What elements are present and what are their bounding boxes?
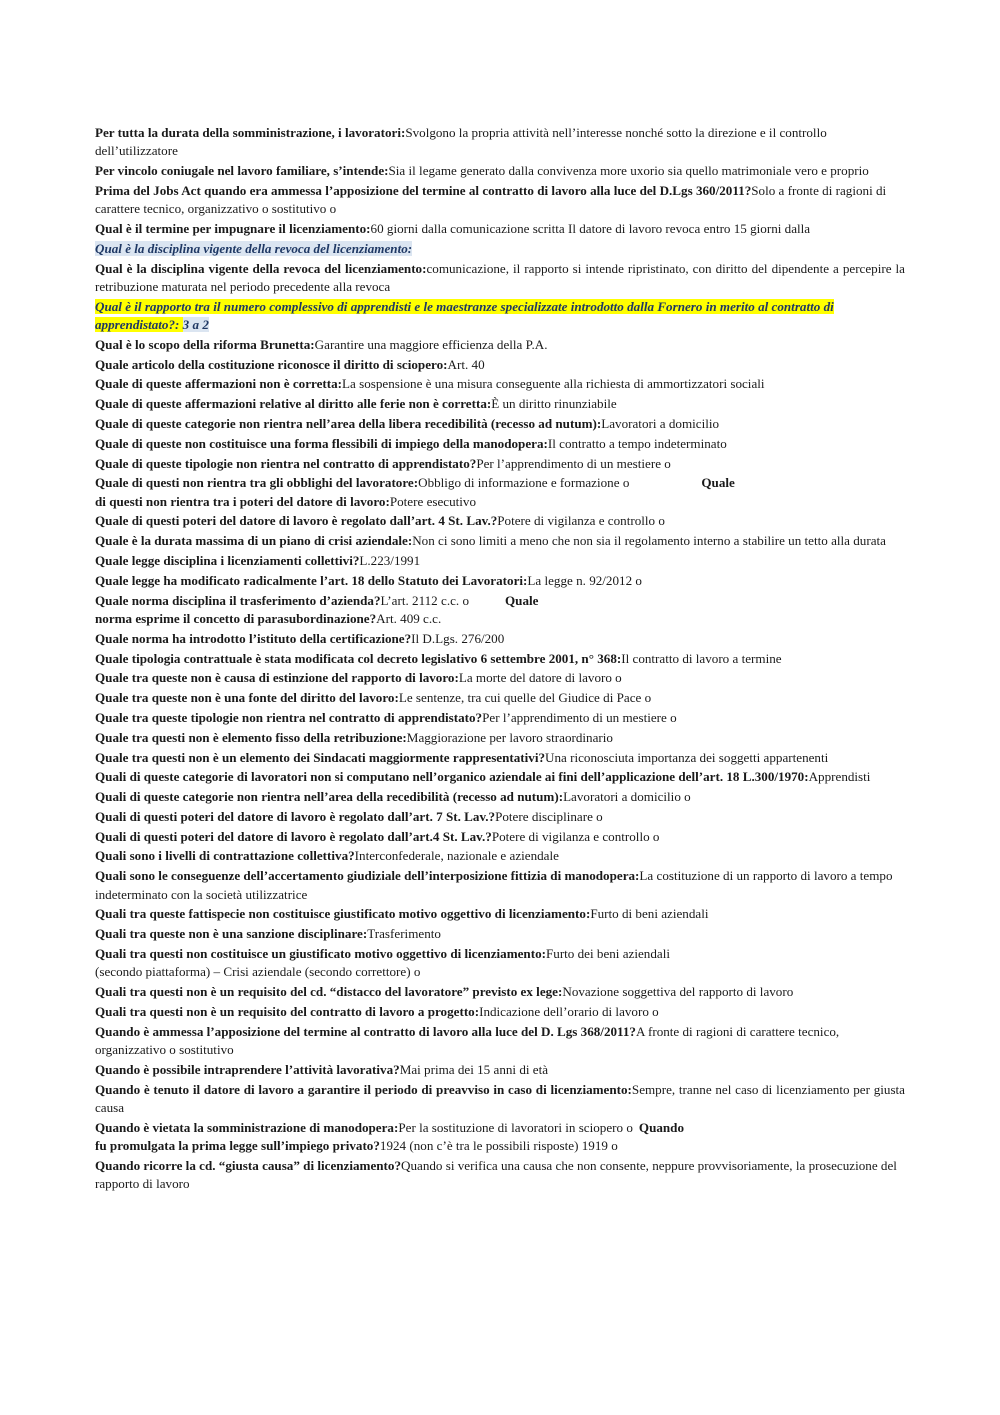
entry-revoca-highlight: Qual è la disciplina vigente della revoca del licenziamento: (95, 240, 413, 256)
entry-somministrazione: Per tutta la durata della somministrazione, i lavoratori:Svolgono la propria attività nell’interesse nonché sotto la direzione e il controllo dell’utilizzatore (95, 125, 827, 159)
entry-organico: Quali di queste categorie di lavoratori non si computano nell’organico aziendale ai fini dell’applicazione dell’art. 18 L.300/1970:Apprendisti (95, 769, 871, 785)
entry-jobs-act: Prima del Jobs Act quando era ammessa l’apposizione del termine al contratto di lavoro alla luce del D.Lgs 360/2011?Solo a fronte di ragioni di carattere tecnico, organizzativo o sostitutivo o (95, 182, 887, 217)
entry-sciopero: Quale articolo della costituzione riconosce il diritto di sciopero:Art. 40 (95, 356, 485, 372)
entry-rapporto-apprendisti: Qual è il rapporto tra il numero complessivo di apprendisti e le maestranze specializzate introdotto dalla Fornero in merito al contratto di apprendistato?: 3 a 2 (95, 298, 834, 332)
entry-art18: Quale legge ha modificato radicalmente l’art. 18 dello Statuto dei Lavoratori:La legge n. 92/2012 o (95, 572, 642, 588)
entry-progetto: Quali tra questi non è un requisito del contratto di lavoro a progetto:Indicazione dell’orario di lavoro o (95, 1003, 659, 1019)
entry-recedibilita: Quali di queste categorie non rientra nell’area della recedibilità (recesso ad nutum):Lavoratori a domicilio o (95, 789, 691, 805)
entry-affermazioni: Quale di queste affermazioni non è corretta:La sospensione è una misura conseguente alla richiesta di ammortizzatori sociali (95, 376, 765, 392)
entry-certificazione: Quale norma ha introdotto l’istituto della certificazione?Il D.Lgs. 276/200 (95, 630, 505, 646)
entry-forme-flessibili: Quale di queste non costituisce una forma flessibili di impiego della manodopera:Il contratto a tempo indeterminato (95, 435, 727, 451)
entry-apprendistato-1: Quale di queste tipologie non rientra nel contratto di apprendistato?Per l’apprendimento di un mestiere o (95, 455, 671, 471)
entry-giusta-causa: Quando ricorre la cd. “giusta causa” di licenziamento?Quando si verifica una causa che non consente, neppure provvisoriamente, la prosecuzione del rapporto di lavoro (95, 1157, 897, 1192)
entry-preavviso: Quando è tenuto il datore di lavoro a garantire il periodo di preavviso in caso di licenziamento:Sempre, tranne nel caso di licenziamento per giusta causa (95, 1081, 905, 1115)
entry-contrattazione: Quali sono i livelli di contrattazione collettiva?Interconfederale, nazionale e aziendale (95, 848, 559, 864)
entry-eta-lavorativa: Quando è possibile intraprendere l’attività lavorativa?Mai prima dei 15 anni di età (95, 1061, 549, 1077)
entry-interposizione: Quali sono le conseguenze dell’accertamento giudiziale dell’interposizione fittizia di manodopera:La costituzione di un rapporto di lavoro a tempo indeterminato con la società utilizzatrice (95, 868, 893, 902)
entry-art4-poteri: Quale di questi poteri del datore di lavoro è regolato dall’art. 4 St. Lav.?Potere di vigilanza e controllo o (95, 513, 665, 529)
entry-obblighi-lavoratore: Quale di questi non rientra tra gli obblighi del lavoratore:Obbligo di informazione e formazione o Quale di questi non rientra tra i poteri del datore di lavoro:Potere esecutivo (95, 475, 735, 509)
entry-sanzione: Quali tra queste non è una sanzione disciplinare:Trasferimento (95, 926, 441, 942)
entry-vincolo-coniugale: Per vincolo coniugale nel lavoro familiare, s’intende:Sia il legame generato dalla convivenza more uxorio sia quello matrimoniale vero e proprio (95, 163, 869, 179)
entry-licenziamenti-collettivi: Quale legge disciplina i licenziamenti collettivi?L.223/1991 (95, 553, 421, 569)
entry-termine-impugnare: Qual è il termine per impugnare il licenziamento:60 giorni dalla comunicazione scritta Il datore di lavoro revoca entro 15 giorni dalla (95, 220, 811, 236)
entry-trasferimento-azienda: Quale norma disciplina il trasferimento d’azienda?L’art. 2112 c.c. o Quale norma esprime il concetto di parasubordinazione?Art. 409 c.c. (95, 592, 539, 626)
entry-gmo-2: Quali tra questi non costituisce un giustificato motivo oggettivo di licenziamento:Furto dei beni aziendali (secondo piattaforma) – Crisi aziendale (secondo correttore) o (95, 945, 670, 980)
entry-apprendistato-2: Quale tra queste tipologie non rientra nel contratto di apprendistato?Per l’apprendimento di un mestiere o (95, 709, 677, 725)
entry-art4-bis: Quali di questi poteri del datore di lavoro è regolato dall’art.4 St. Lav.?Potere di vigilanza e controllo o (95, 828, 660, 844)
entry-piano-crisi: Quale è la durata massima di un piano di crisi aziendale:Non ci sono limiti a meno che non sia il regolamento interno a stabilire un tetto alla durata (95, 533, 886, 549)
entry-brunetta: Qual è lo scopo della riforma Brunetta:Garantire una maggiore efficienza della P.A. (95, 336, 548, 352)
document-body (95, 124, 905, 1195)
entry-termine-368: Quando è ammessa l’apposizione del termine al contratto di lavoro alla luce del D. Lgs 368/2011?A fronte di ragioni di carattere tecnico, organizzativo o sostitutivo (95, 1023, 840, 1057)
entry-gmo-1: Quali tra queste fattispecie non costituisce giustificato motivo oggettivo di licenziamento:Furto di beni aziendali (95, 906, 709, 922)
entry-art7: Quali di questi poteri del datore di lavoro è regolato dall’art. 7 St. Lav.?Potere disciplinare o (95, 808, 603, 824)
entry-distacco: Quali tra questi non è un requisito del cd. “distacco del lavoratore” previsto ex lege:Novazione soggettiva del rapporto di lavoro (95, 984, 794, 1000)
entry-sindacati: Quale tra questi non è un elemento dei Sindacati maggiormente rappresentativi?Una riconosciuta importanza dei soggetti appartenenti (95, 749, 829, 765)
entry-ferie: Quale di queste affermazioni relative al diritto alle ferie non è corretta:È un diritto rinunziabile (95, 396, 617, 412)
entry-somministrazione-vietata: Quando è vietata la somministrazione di manodopera:Per la sostituzione di lavoratori in sciopero o Quando fu promulgata la prima legge sull’impiego privato?1924 (non c’è tra le possibili risposte) 1919 o (95, 1119, 685, 1153)
entry-estinzione: Quale tra queste non è causa di estinzione del rapporto di lavoro:La morte del datore di lavoro o (95, 670, 622, 686)
entry-recedibilita-libera: Quale di queste categorie non rientra nell’area della libera recedibilità (recesso ad nutum):Lavoratori a domicilio (95, 415, 720, 431)
entry-retribuzione: Quale tra questi non è elemento fisso della retribuzione:Maggiorazione per lavoro straordinario (95, 729, 613, 745)
entry-dlgs-368: Quale tipologia contrattuale è stata modificata col decreto legislativo 6 settembre 2001, n° 368:Il contratto di lavoro a termine (95, 650, 782, 666)
entry-fonte-diritto: Quale tra queste non è una fonte del diritto del lavoro:Le sentenze, tra cui quelle del Giudice di Pace o (95, 690, 652, 706)
entry-revoca: Qual è la disciplina vigente della revoca del licenziamento:comunicazione, il rapporto si intende ripristinato, con diritto del dipendente a percepire la retribuzione maturata nel periodo precedente alla revoca (95, 260, 905, 294)
